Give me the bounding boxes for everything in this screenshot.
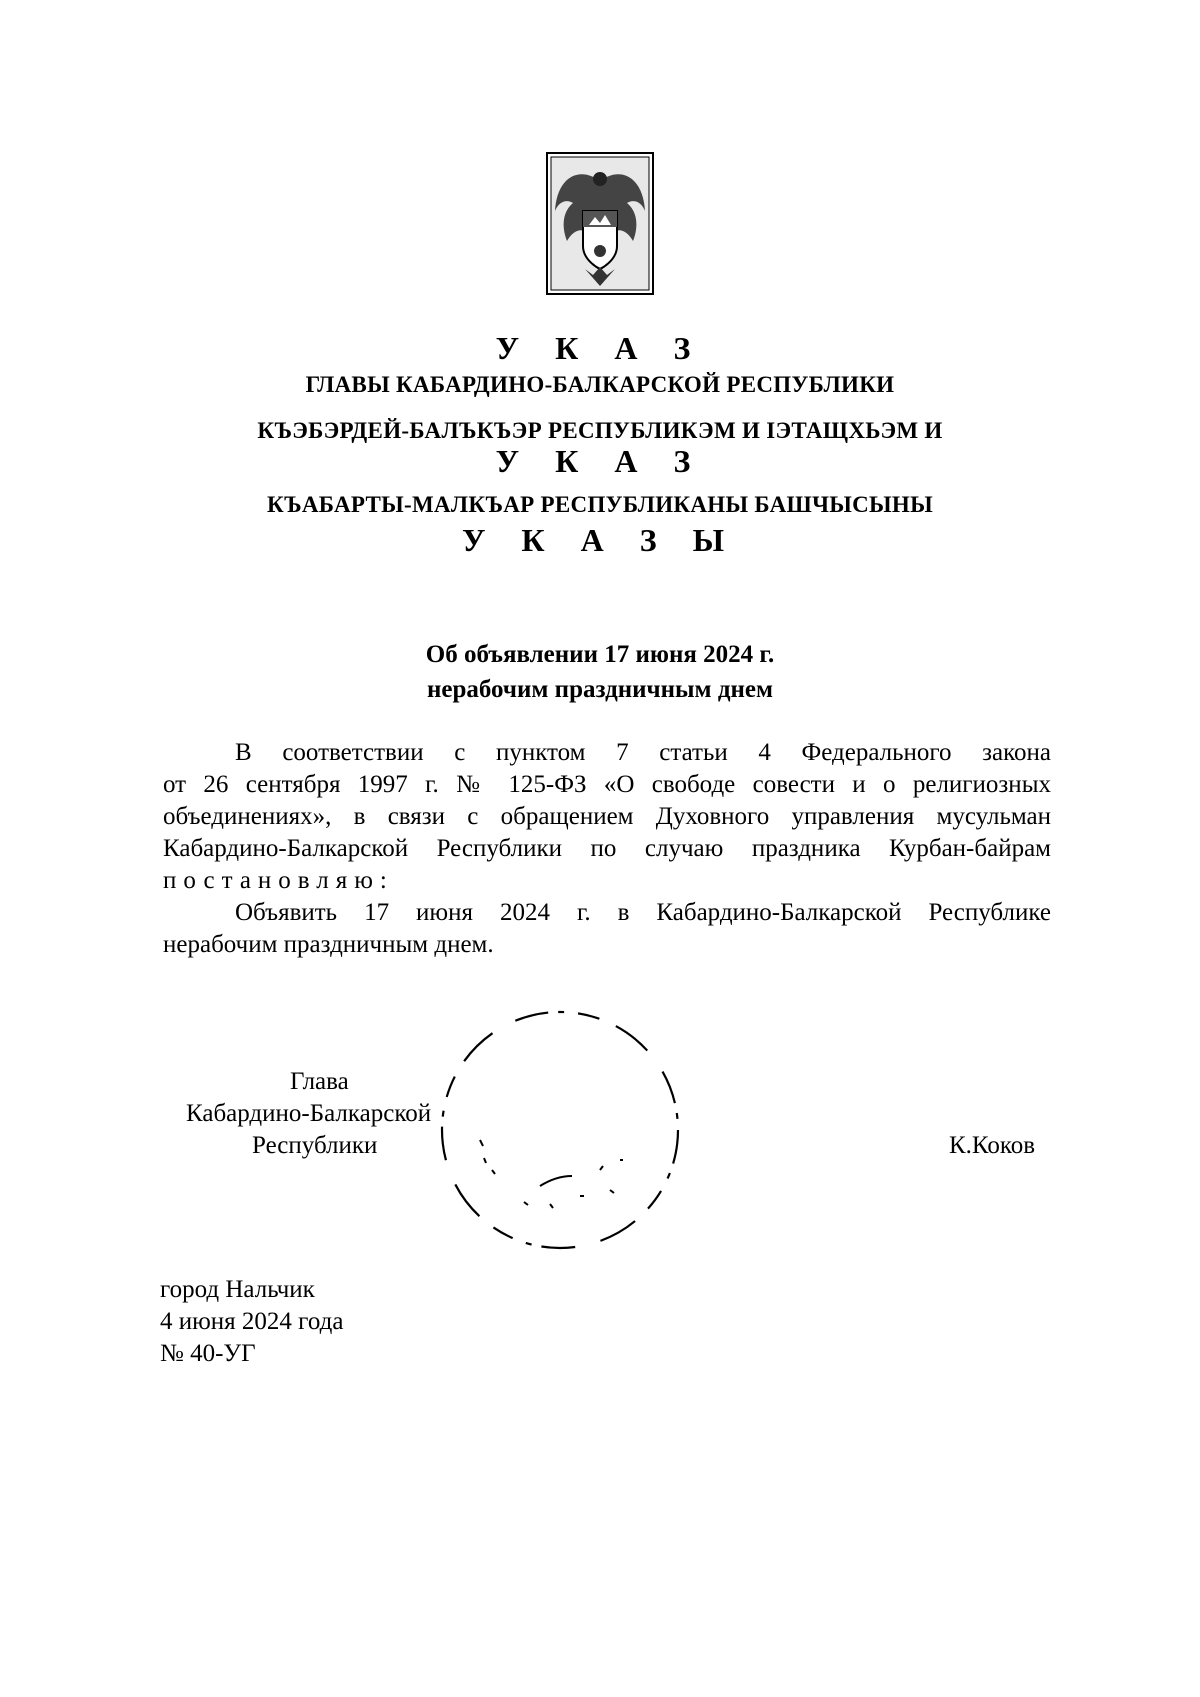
- body-line: В соответствии с пунктом 7 статьи 4 Федерального закона: [235, 739, 1051, 766]
- body-line: Объявить 17 июня 2024 г. в Кабардино-Балкарской Республике: [235, 899, 1051, 926]
- issuer-line-kbd: КЪЭБЭРДЕЙ-БАЛЪКЪЭР РЕСПУБЛИКЭМ И ІЭТАЩХЬЭМ И: [257, 418, 943, 443]
- issuer-line-krc: КЪАБАРТЫ-МАЛКЪАР РЕСПУБЛИКАНЫ БАШЧЫСЫНЫ: [267, 492, 933, 517]
- body-line: нерабочим праздничным днем.: [163, 931, 494, 958]
- signatory-title-line-1: Глава: [290, 1068, 349, 1095]
- decree-title-line-1: Об объявлении 17 июня 2024 г.: [425, 641, 775, 668]
- official-stamp: [420, 990, 700, 1270]
- place-of-issue: город Нальчик: [160, 1276, 315, 1303]
- issuer-line-ru: ГЛАВЫ КАБАРДИНО-БАЛКАРСКОЙ РЕСПУБЛИКИ: [305, 372, 895, 397]
- signatory-name: К.Коков: [949, 1132, 1036, 1159]
- decree-details: [160, 1274, 343, 1370]
- resolution-word: постановляю:: [163, 867, 394, 894]
- body-line: объединениях», в связи с обращением Духовного управления мусульман: [163, 803, 1051, 830]
- decree-heading-ru: У К А З: [495, 330, 705, 366]
- body-line: от 26 сентября 1997 г. № 125-ФЗ «О свободе совести и о религиозных: [163, 771, 1051, 798]
- body-line: Кабардино-Балкарской Республики по случаю праздника Курбан-байрам: [163, 835, 1051, 862]
- date-of-issue: 4 июня 2024 года: [160, 1308, 344, 1335]
- decree-heading-kbd: У К А З: [495, 443, 705, 479]
- decree-heading-krc: У К А З Ы: [461, 522, 739, 558]
- signatory-title-line-3: Республики: [252, 1132, 378, 1159]
- coat-of-arms-emblem: [545, 151, 655, 296]
- decree-title-line-2: нерабочим праздничным днем: [426, 676, 774, 703]
- signatory-title-line-2: Кабардино-Балкарской: [186, 1100, 432, 1127]
- decree-body: [163, 737, 1051, 961]
- decree-number: № 40-УГ: [160, 1340, 256, 1367]
